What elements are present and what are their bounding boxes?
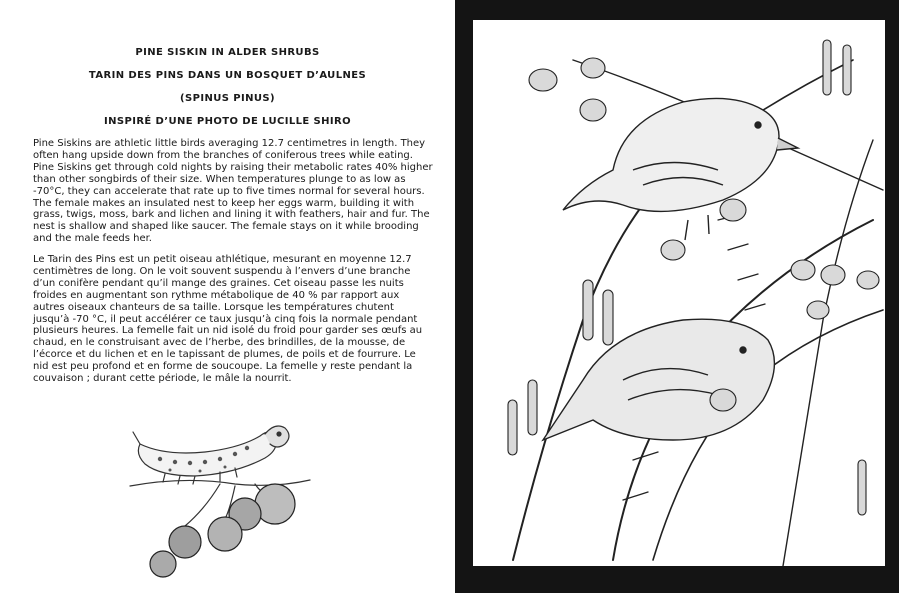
illustration-frame xyxy=(473,20,885,566)
right-page-illustration-panel xyxy=(455,0,899,593)
latin-name: (SPINUS PINUS) xyxy=(180,93,275,104)
photo-credit: INSPIRÉ D’UNE PHOTO DE LUCILLE SHIRO xyxy=(103,116,352,127)
pine-siskin-illustration xyxy=(473,20,885,566)
title-french: TARIN DES PINS DANS UN BOSQUET D’AULNES xyxy=(88,70,367,81)
paragraph-french: Le Tarin des Pins est un petit oiseau athlétique, mesurant en moyenne 12.7 centimètres de long. On le voit souvent suspendu à l’envers d’une branche d’un conifère pendant qu’il mange des graines. Cet oiseau passe les nuits froides en augmentant son rythme métabolique de 40 % par rapport aux autres oiseaux chanteurs de sa taille. Lorsque les températures chutent jusqu’à -70 °C, il peut accélérer ce taux jusqu’à cinq fois la normale pendant plusieurs heures. La femelle fait un nid isolé du froid pour garder ses œufs au chaud, en le construisant avec de l’herbe, des brindilles, de la mousse, de l’écorce et du lichen et en le tapissant de plumes, de poils et de fourrure. Le nid est peu profond et en forme de soucoupe. La femelle y reste pendant la couvaison ; durant cette période, le mâle la nourrit. xyxy=(33,254,423,385)
title-english: PINE SISKIN IN ALDER SHRUBS xyxy=(135,47,320,58)
caterpillar-berries-illustration xyxy=(125,414,325,584)
paragraph-english: Pine Siskins are athletic little birds averaging 12.7 centimetres in length. They often hang upside down from the branches of coniferous trees while eating. Pine Siskins get through cold nights by raising their metabolic rates 40% higher than other songbirds of their size. When temperatures plunge to as low as -70°C, they can accelerate that rate up to five times normal for several hours. The female makes an insulated nest to keep her eggs warm, building it with grass, twigs, moss, bark and lichen and lining it with feathers, hair and fur. The nest is shallow and shaped like saucer. The female stays on it while brooding and the male feeds her. xyxy=(33,138,433,245)
title-block xyxy=(0,46,455,138)
